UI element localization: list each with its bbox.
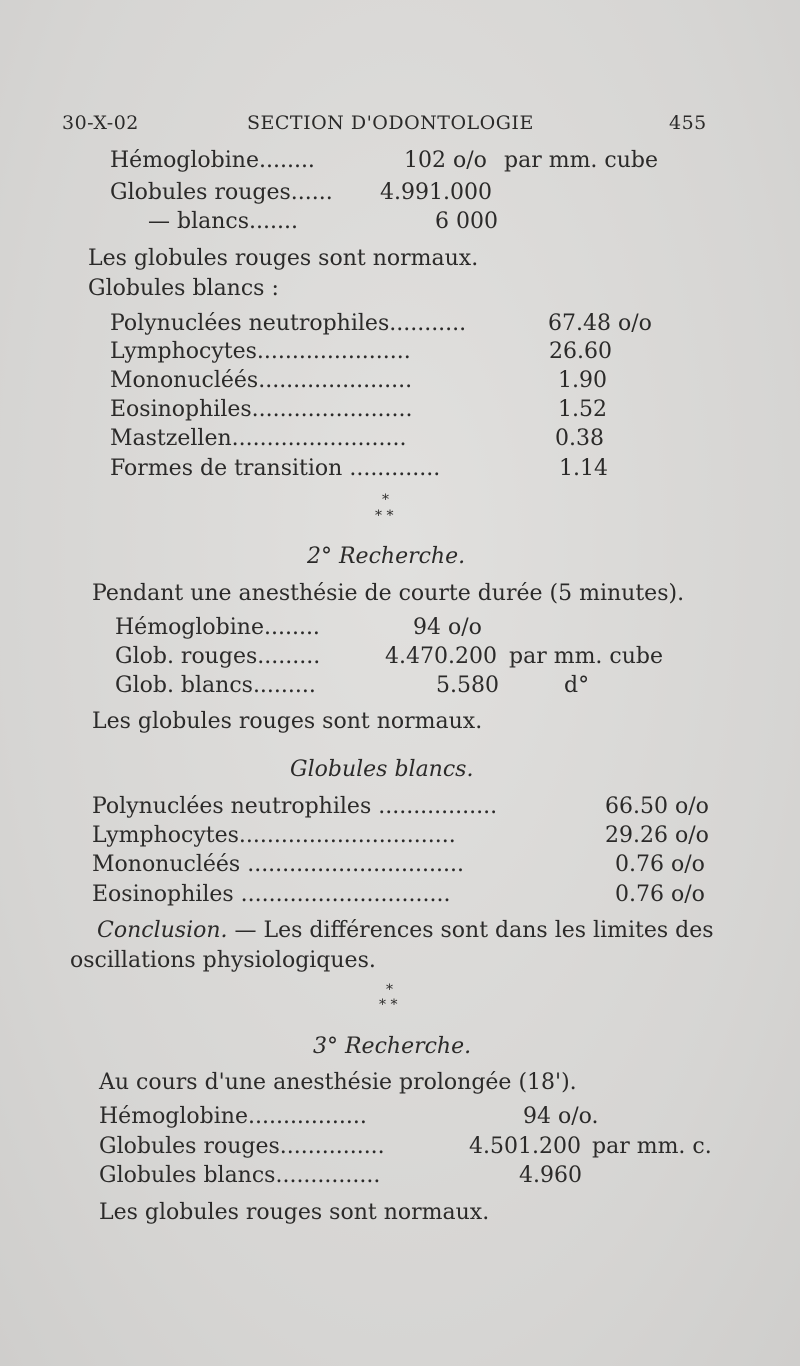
subtitle: Globules blancs.: [290, 757, 474, 782]
section-title: 3° Recherche.: [313, 1034, 472, 1059]
row-label: Hémoglobine........: [110, 148, 315, 173]
page-number: 455: [669, 112, 707, 134]
row-value: 5.580: [436, 673, 499, 698]
formula-label: Mastzellen.........................: [110, 426, 407, 451]
row-label: Hémoglobine........: [115, 615, 320, 640]
conclusion-label: Conclusion.: [97, 918, 228, 943]
row-unit: par mm. cube: [504, 148, 659, 173]
formula-label: Mononucléés ...............................: [92, 852, 464, 877]
conclusion-line2: oscillations physiologiques.: [70, 948, 376, 973]
header-section: SECTION D'ODONTOLOGIE: [247, 112, 534, 134]
section-title: 2° Recherche.: [307, 544, 466, 569]
row-value: 4.991.000: [380, 180, 492, 205]
formula-value: 26.60: [549, 339, 612, 364]
intro-text: Pendant une anesthésie de courte durée (5 minutes).: [92, 581, 685, 606]
separator-star: *: [382, 492, 389, 508]
formula-label: Lymphocytes...............................: [92, 823, 456, 848]
formula-label: Formes de transition .............: [110, 456, 441, 481]
row-value: 4.470.200: [385, 644, 497, 669]
row-value: 94 o/o.: [523, 1104, 599, 1129]
formula-value: 29.26 o/o: [605, 823, 709, 848]
row-value: 102 o/o: [404, 148, 487, 173]
row-unit: d°: [564, 673, 590, 698]
formula-value: 1.90: [558, 368, 607, 393]
row-label: Globules rouges......: [110, 180, 333, 205]
formula-label: Eosinophiles.......................: [110, 397, 413, 422]
conclusion-text: — Les différences sont dans les limites des: [227, 918, 714, 943]
formula-value: 66.50 o/o: [605, 794, 709, 819]
row-value: 94 o/o: [413, 615, 482, 640]
formula-label: Mononucléés......................: [110, 368, 413, 393]
row-unit: par mm. cube: [509, 644, 664, 669]
row-value: 4.960: [519, 1163, 582, 1188]
formula-value: 1.52: [558, 397, 607, 422]
row-value: 4.501.200: [469, 1134, 581, 1159]
row-label: Globules rouges...............: [99, 1134, 385, 1159]
row-value: 6 000: [435, 209, 498, 234]
formula-value: 0.38: [555, 426, 604, 451]
note-text: Les globules rouges sont normaux.: [99, 1200, 490, 1225]
row-label: Glob. rouges.........: [115, 644, 321, 669]
separator-stars: * *: [375, 508, 394, 524]
formula-value: 1.14: [559, 456, 608, 481]
note-text: Les globules rouges sont normaux.: [88, 246, 479, 271]
note-text: Les globules rouges sont normaux.: [92, 709, 483, 734]
row-unit: par mm. c.: [592, 1134, 712, 1159]
separator-star: *: [386, 982, 393, 998]
formula-label: Polynuclées neutrophiles...........: [110, 311, 467, 336]
formula-label: Polynuclées neutrophiles .................: [92, 794, 498, 819]
header-date: 30-X-02: [62, 112, 139, 134]
separator-stars: * *: [379, 997, 398, 1013]
formula-value: 67.48 o/o: [548, 311, 652, 336]
row-label: Glob. blancs.........: [115, 673, 316, 698]
conclusion-line: [97, 918, 714, 943]
formula-label: Eosinophiles ..............................: [92, 882, 451, 907]
formula-value: 0.76 o/o: [615, 882, 705, 907]
formula-value: 0.76 o/o: [615, 852, 705, 877]
note-text: Globules blancs :: [88, 276, 279, 301]
row-label: — blancs.......: [148, 209, 298, 234]
formula-label: Lymphocytes......................: [110, 339, 411, 364]
row-label: Hémoglobine.................: [99, 1104, 367, 1129]
row-label: Globules blancs...............: [99, 1163, 381, 1188]
intro-text: Au cours d'une anesthésie prolongée (18').: [99, 1070, 577, 1095]
